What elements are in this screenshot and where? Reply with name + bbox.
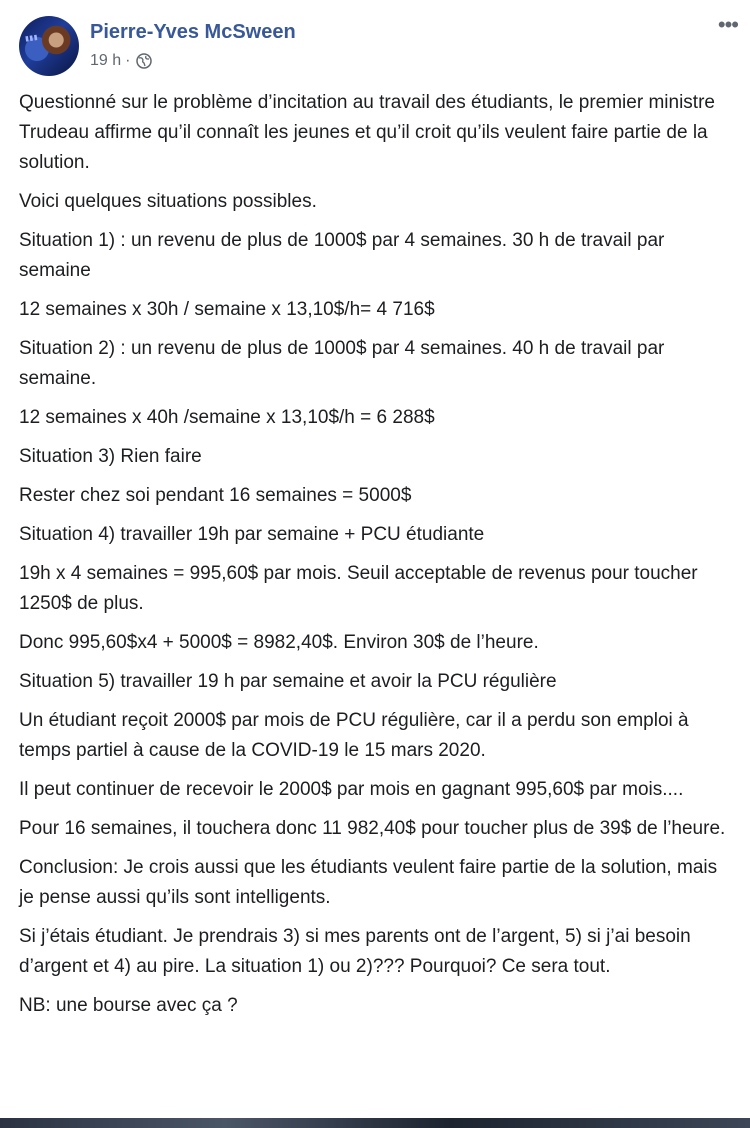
post-paragraph: Voici quelques situations possibles.	[19, 191, 317, 212]
post-paragraph: Pour 16 semaines, il touchera donc 11 982,40$ pour toucher plus de 39$ de l’heure.	[19, 818, 726, 839]
post-timestamp[interactable]: 19 h	[90, 52, 122, 69]
post-paragraph: 12 semaines x 40h /semaine x 13,10$/h = 6 288$	[19, 407, 435, 428]
post-paragraph: Situation 1) : un revenu de plus de 1000$ par 4 semaines. 30 h de travail par semaine	[19, 230, 665, 281]
post-paragraph: Questionné sur le problème d’incitation au travail des étudiants, le premier ministre Trudeau affirme qu’il connaît les jeunes et qu’il croit qu’ils veulent faire partie de la solution.	[19, 92, 715, 173]
globe-icon[interactable]	[136, 53, 152, 69]
underlying-image-strip	[0, 1118, 750, 1128]
post-paragraph: Si j’étais étudiant. Je prendrais 3) si mes parents ont de l’argent, 5) si j’ai besoin d’argent et 4) au pire. La situation 1) ou 2)??? Pourquoi? Ce sera tout.	[19, 926, 691, 977]
post-paragraph: Situation 5) travailler 19 h par semaine et avoir la PCU régulière	[19, 671, 557, 692]
post-paragraph: Situation 3) Rien faire	[19, 446, 202, 467]
post-text	[19, 88, 735, 1030]
post-paragraph: Il peut continuer de recevoir le 2000$ par mois en gagnant 995,60$ par mois....	[19, 779, 684, 800]
avatar[interactable]	[19, 16, 79, 76]
post-meta	[90, 51, 152, 71]
post-paragraph: Rester chez soi pendant 16 semaines = 5000$	[19, 485, 412, 506]
post-paragraph: Donc 995,60$x4 + 5000$ = 8982,40$. Environ 30$ de l’heure.	[19, 632, 539, 653]
post-header	[0, 0, 750, 90]
post-paragraph: 12 semaines x 30h / semaine x 13,10$/h= 4 716$	[19, 299, 435, 320]
author-name[interactable]: Pierre-Yves McSween	[90, 21, 296, 43]
post-paragraph: Situation 2) : un revenu de plus de 1000$ par 4 semaines. 40 h de travail par semaine.	[19, 338, 665, 389]
more-options-icon[interactable]: •••	[717, 12, 738, 37]
post-paragraph: Un étudiant reçoit 2000$ par mois de PCU régulière, car il a perdu son emploi à temps partiel à cause de la COVID-19 le 15 mars 2020.	[19, 710, 689, 761]
post-paragraph: Situation 4) travailler 19h par semaine + PCU étudiante	[19, 524, 485, 545]
post-paragraph: 19h x 4 semaines = 995,60$ par mois. Seuil acceptable de revenus pour toucher 1250$ de plus.	[19, 563, 698, 614]
avatar-image-detail: ▮▮▮	[24, 33, 39, 43]
post-paragraph: Conclusion: Je crois aussi que les étudiants veulent faire partie de la solution, mais je pense aussi qu’ils sont intelligents.	[19, 857, 718, 908]
meta-separator: ·	[125, 52, 131, 69]
post-paragraph: NB: une bourse avec ça ?	[19, 995, 238, 1016]
